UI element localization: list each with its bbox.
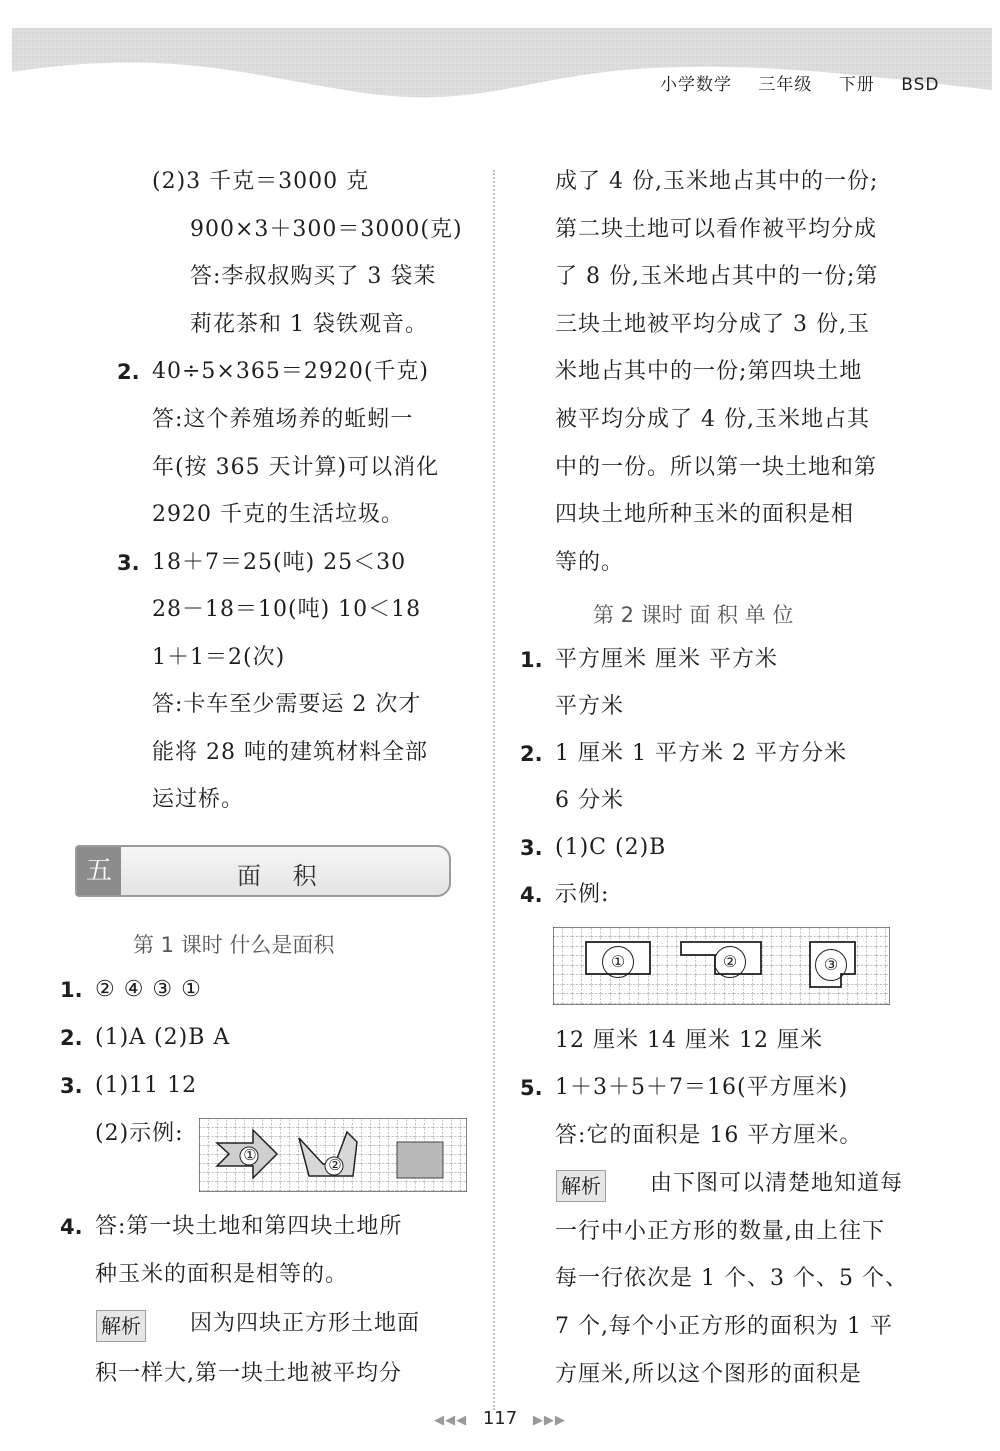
a2-number: 2. — [60, 1026, 83, 1050]
right-fig-label-1: ① — [602, 946, 634, 978]
b5-line4: 一行中小正方形的数量,由上往下 — [555, 1219, 885, 1244]
right-fig-label-3: ③ — [815, 949, 847, 981]
q2-line1: 40÷5×365＝2920(千克) — [152, 359, 430, 384]
unit-number: 五 — [77, 847, 121, 895]
q3-line4: 答:卡车至少需要运 2 次才 — [152, 692, 422, 717]
a2-text: (1)A (2)B A — [95, 1025, 231, 1050]
b1-number: 1. — [520, 648, 543, 672]
q1-part2-line2: 答:李叔叔购买了 3 袋茉 — [190, 264, 437, 289]
a4-line4: 积一样大,第一块土地被平均分 — [95, 1361, 402, 1386]
cont-line8: 四块土地所种玉米的面积是相 — [555, 502, 855, 527]
cont-line7: 中的一份。所以第一块土地和第 — [555, 455, 878, 480]
cont-line5: 米地占其中的一份;第四块土地 — [555, 359, 863, 384]
page-number: 117 — [482, 1408, 518, 1429]
q3-line3: 1＋1＝2(次) — [152, 645, 286, 670]
q1-part2-label: (2)3 千克＝3000 克 — [152, 169, 370, 194]
b3-number: 3. — [520, 836, 543, 860]
b3-text: (1)C (2)B — [555, 835, 667, 860]
header-edition: BSD — [901, 75, 940, 95]
b4-text: 示例: — [555, 882, 610, 907]
lesson1-title: 第 1 课时 什么是面积 — [133, 933, 335, 957]
a3-line2: (2)示例: — [95, 1121, 184, 1146]
b5-analysis-tag: 解析 — [556, 1170, 606, 1202]
right-fig-label-2: ② — [714, 946, 746, 978]
column-divider — [493, 170, 495, 1410]
b5-line5: 每一行依次是 1 个、3 个、5 个、 — [555, 1266, 908, 1291]
unit-title: 面 积 — [237, 862, 329, 890]
b2-line2: 6 分米 — [555, 788, 624, 813]
b2-line1: 1 厘米 1 平方米 2 平方分米 — [555, 741, 847, 766]
b4-number: 4. — [520, 883, 543, 907]
b5-line3: 由下图可以清楚地知道每 — [650, 1171, 904, 1196]
b5-line7: 方厘米,所以这个图形的面积是 — [555, 1362, 862, 1387]
b2-number: 2. — [520, 742, 543, 766]
cont-line3: 了 8 份,玉米地占其中的一份;第 — [555, 264, 879, 289]
q2-number: 2. — [117, 360, 140, 384]
a1-number: 1. — [60, 978, 83, 1002]
a3-number: 3. — [60, 1074, 83, 1098]
next-arrows-icon: ▶▶▶ — [532, 1413, 566, 1428]
unit-heading — [75, 845, 451, 897]
b5-line1: 1＋3＋5＋7＝16(平方厘米) — [555, 1075, 849, 1100]
q3-line2: 28－18＝10(吨) 10＜18 — [152, 597, 422, 622]
left-fig-label-2: ② — [328, 1156, 342, 1174]
a4-line2: 种玉米的面积是相等的。 — [95, 1262, 349, 1287]
a1-text: ② ④ ③ ① — [95, 977, 202, 1002]
cont-line9: 等的。 — [555, 550, 625, 575]
header-band — [12, 28, 992, 108]
b5-number: 5. — [520, 1076, 543, 1100]
header-volume: 下册 — [838, 75, 875, 95]
a4-analysis-tag: 解析 — [96, 1310, 146, 1342]
q1-part2-line1: 900×3＋300＝3000(克) — [190, 217, 463, 242]
cont-line4: 三块土地被平均分成了 3 份,玉 — [555, 312, 870, 337]
cont-line6: 被平均分成了 4 份,玉米地占其 — [555, 407, 870, 432]
b1-line1: 平方厘米 厘米 平方米 — [555, 647, 778, 672]
b5-line2: 答:它的面积是 16 平方厘米。 — [555, 1123, 863, 1148]
q2-line2: 答:这个养殖场养的蚯蚓一 — [152, 407, 414, 432]
q2-line4: 2920 千克的生活垃圾。 — [152, 502, 404, 527]
a4-number: 4. — [60, 1215, 83, 1239]
prev-arrows-icon: ◀◀◀ — [434, 1413, 468, 1428]
a3-line1: (1)11 12 — [95, 1073, 198, 1098]
q3-line5: 能将 28 吨的建筑材料全部 — [152, 740, 428, 765]
b4-answer: 12 厘米 14 厘米 12 厘米 — [555, 1028, 823, 1053]
lesson2-title: 第 2 课时 面 积 单 位 — [593, 603, 794, 627]
q3-number: 3. — [117, 551, 140, 575]
q3-line1: 18＋7＝25(吨) 25＜30 — [152, 550, 407, 575]
header-text — [660, 70, 959, 95]
q3-line6: 运过桥。 — [152, 787, 245, 812]
page-number-footer — [0, 1408, 1000, 1429]
b1-line2: 平方米 — [555, 694, 625, 719]
header-subject: 小学数学 — [660, 75, 732, 95]
cont-line1: 成了 4 份,玉米地占其中的一份; — [555, 169, 879, 194]
left-grid-figure — [199, 1118, 467, 1192]
b5-line6: 7 个,每个小正方形的面积为 1 平 — [555, 1314, 893, 1339]
left-fig-label-1: ① — [243, 1146, 257, 1164]
cont-line2: 第二块土地可以看作被平均分成 — [555, 217, 878, 242]
a4-line1: 答:第一块土地和第四块土地所 — [95, 1214, 403, 1239]
q1-part2-line3: 莉花茶和 1 袋铁观音。 — [190, 312, 428, 337]
header-grade: 三年级 — [758, 75, 813, 95]
a4-line3: 因为四块正方形土地面 — [190, 1311, 421, 1336]
q2-line3: 年(按 365 天计算)可以消化 — [152, 455, 440, 480]
